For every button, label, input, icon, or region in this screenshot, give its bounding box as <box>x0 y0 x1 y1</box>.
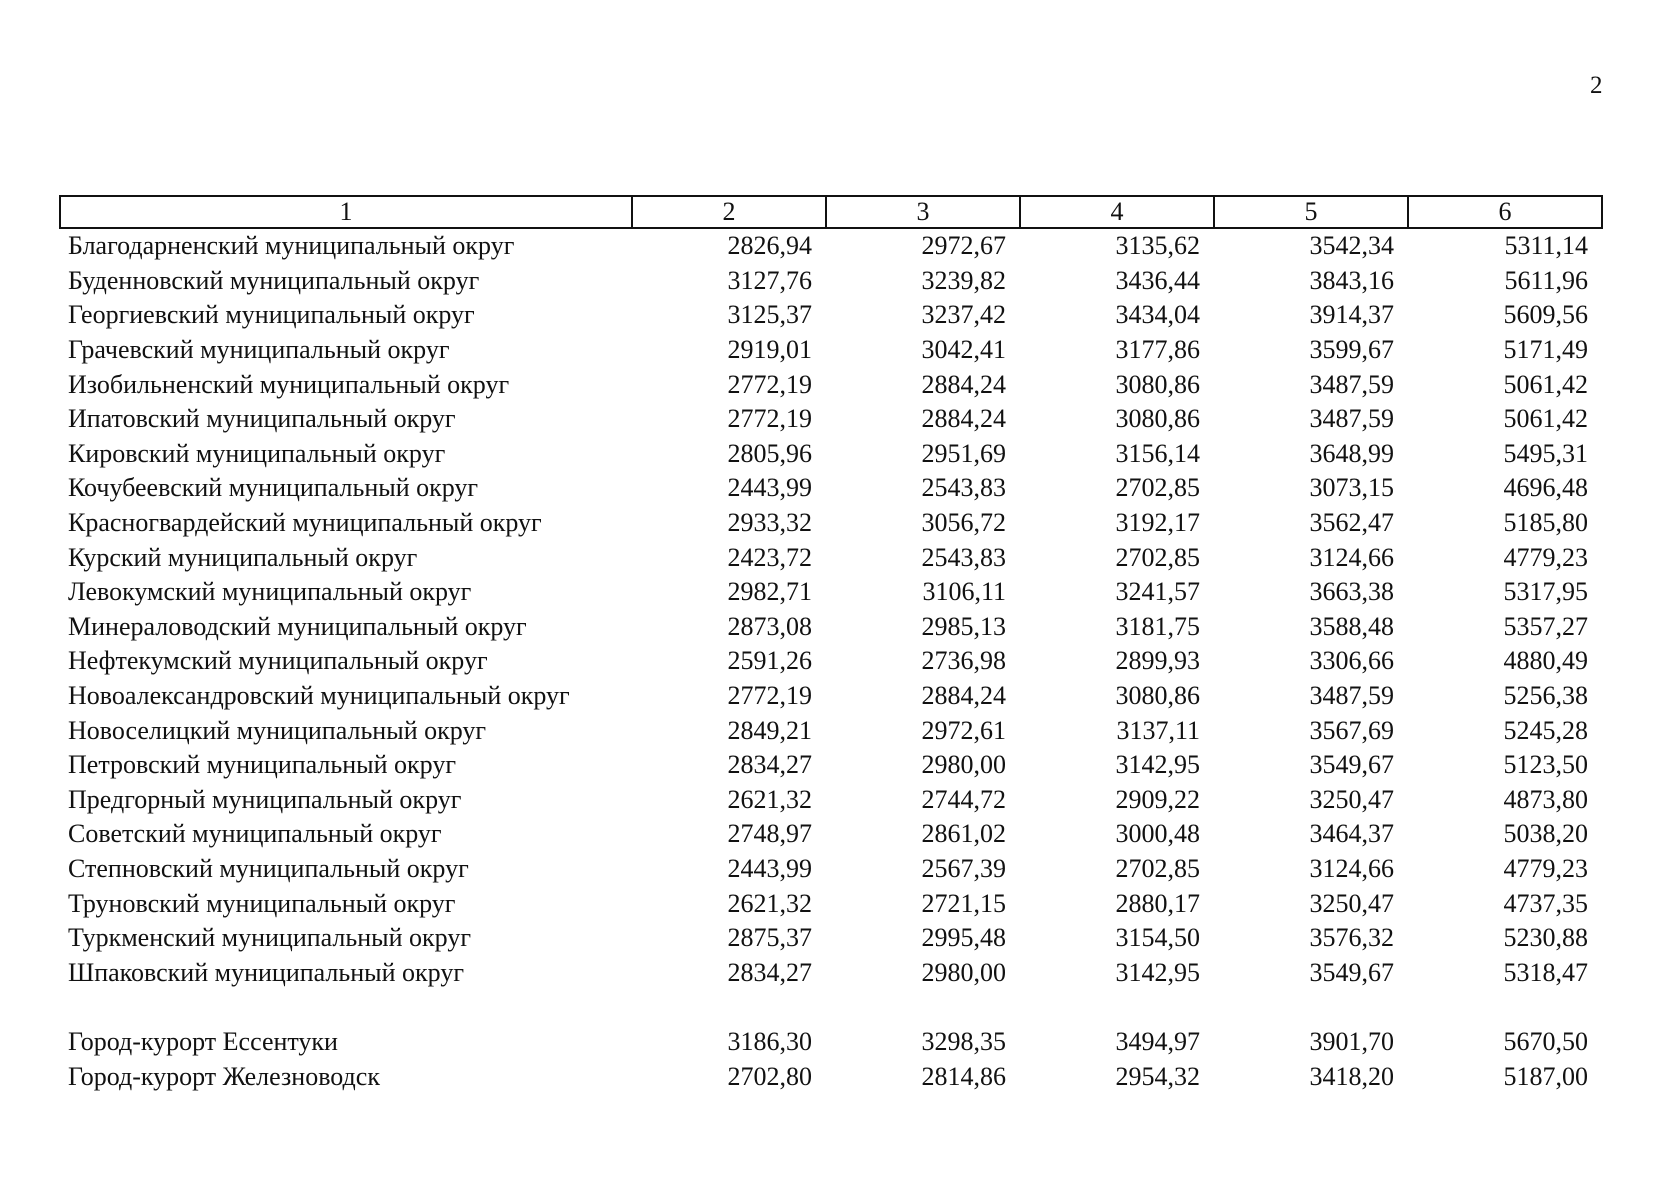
district-name: Труновский муниципальный округ <box>68 888 456 918</box>
value-cell-col-2: 2826,94 <box>727 231 812 261</box>
value-cell-col-2: 2982,71 <box>727 577 812 607</box>
district-name: Благодарненский муниципальный округ <box>68 231 515 261</box>
district-name: Туркменский муниципальный округ <box>68 923 471 953</box>
value-cell-col-5: 3250,47 <box>1309 888 1394 918</box>
district-name: Степновский муниципальный округ <box>68 853 469 883</box>
value-cell-col-4: 3000,48 <box>1115 819 1200 849</box>
value-cell-col-5: 3648,99 <box>1309 438 1394 468</box>
value-cell-col-5: 3901,70 <box>1309 1026 1394 1056</box>
table-row <box>60 886 1602 921</box>
value-cell-col-6: 5245,28 <box>1503 715 1588 745</box>
value-cell-col-2: 2772,19 <box>727 681 812 711</box>
value-cell-col-5: 3464,37 <box>1309 819 1394 849</box>
value-cell-col-5: 3562,47 <box>1309 508 1394 538</box>
value-cell-col-6: 4873,80 <box>1503 784 1588 814</box>
column-header-4: 4 <box>1020 196 1214 228</box>
value-cell-col-2: 2621,32 <box>727 888 812 918</box>
header-row <box>60 196 1602 228</box>
value-cell-col-3: 2884,24 <box>921 369 1006 399</box>
value-cell-col-2: 2702,80 <box>727 1061 812 1091</box>
table-row <box>60 471 1602 506</box>
table-row <box>60 540 1602 575</box>
value-cell-col-5: 3418,20 <box>1309 1061 1394 1091</box>
value-cell-col-3: 3042,41 <box>921 335 1006 365</box>
value-cell-col-4: 3080,86 <box>1115 681 1200 711</box>
table-row <box>60 713 1602 748</box>
value-cell-col-6: 5061,42 <box>1503 369 1588 399</box>
district-name: Ипатовский муниципальный округ <box>68 404 456 434</box>
district-name: Город-курорт Ессентуки <box>68 1026 338 1056</box>
table-row <box>60 506 1602 541</box>
value-cell-col-6: 5038,20 <box>1503 819 1588 849</box>
column-header-6: 6 <box>1408 196 1602 228</box>
value-cell-col-6: 5061,42 <box>1503 404 1588 434</box>
value-cell-col-3: 2985,13 <box>921 611 1006 641</box>
value-cell-col-2: 2443,99 <box>727 853 812 883</box>
district-name: Кочубеевский муниципальный округ <box>68 473 479 503</box>
value-cell-col-3: 2980,00 <box>921 750 1006 780</box>
spacer-row <box>60 990 1602 1025</box>
value-cell-col-6: 5230,88 <box>1503 923 1588 953</box>
value-cell-col-4: 2880,17 <box>1115 888 1200 918</box>
value-cell-col-2: 2805,96 <box>727 438 812 468</box>
district-name: Георгиевский муниципальный округ <box>68 300 475 330</box>
value-cell-col-4: 3080,86 <box>1115 369 1200 399</box>
value-cell-col-4: 3177,86 <box>1115 335 1200 365</box>
value-cell-col-6: 5318,47 <box>1503 957 1588 987</box>
value-cell-col-6: 5185,80 <box>1503 508 1588 538</box>
value-cell-col-4: 3080,86 <box>1115 404 1200 434</box>
value-cell-col-4: 3181,75 <box>1115 611 1200 641</box>
value-cell-col-3: 2814,86 <box>921 1061 1006 1091</box>
value-cell-col-2: 2748,97 <box>727 819 812 849</box>
value-cell-col-4: 3154,50 <box>1115 923 1200 953</box>
value-cell-col-4: 2909,22 <box>1115 784 1200 814</box>
column-header-1: 1 <box>60 196 632 228</box>
table-row <box>60 783 1602 818</box>
table-row <box>60 264 1602 299</box>
value-cell-col-3: 2543,83 <box>921 542 1006 572</box>
value-cell-col-4: 3156,14 <box>1115 438 1200 468</box>
value-cell-col-5: 3588,48 <box>1309 611 1394 641</box>
value-cell-col-3: 2543,83 <box>921 473 1006 503</box>
value-cell-col-4: 2702,85 <box>1115 542 1200 572</box>
table-row <box>60 955 1602 990</box>
value-cell-col-5: 3124,66 <box>1309 853 1394 883</box>
value-cell-col-6: 5317,95 <box>1503 577 1588 607</box>
value-cell-col-6: 4779,23 <box>1503 853 1588 883</box>
value-cell-col-2: 2834,27 <box>727 957 812 987</box>
value-cell-col-3: 2980,00 <box>921 957 1006 987</box>
value-cell-col-5: 3549,67 <box>1309 750 1394 780</box>
value-cell-col-3: 2951,69 <box>921 438 1006 468</box>
value-cell-col-5: 3914,37 <box>1309 300 1394 330</box>
value-cell-col-6: 5187,00 <box>1503 1061 1588 1091</box>
value-cell-col-2: 2873,08 <box>727 611 812 641</box>
district-name: Грачевский муниципальный округ <box>68 335 450 365</box>
spacer-cell <box>60 990 1602 1025</box>
district-name: Новоалександровский муниципальный округ <box>68 681 570 711</box>
table-row <box>60 575 1602 610</box>
value-cell-col-5: 3487,59 <box>1309 369 1394 399</box>
value-cell-col-2: 2591,26 <box>727 646 812 676</box>
value-cell-col-3: 3298,35 <box>921 1026 1006 1056</box>
value-cell-col-3: 2972,67 <box>921 231 1006 261</box>
value-cell-col-4: 2954,32 <box>1115 1061 1200 1091</box>
value-cell-col-6: 4696,48 <box>1503 473 1588 503</box>
table-row <box>60 333 1602 368</box>
table-row <box>60 402 1602 437</box>
value-cell-col-5: 3567,69 <box>1309 715 1394 745</box>
value-cell-col-3: 3239,82 <box>921 265 1006 295</box>
table-row <box>60 817 1602 852</box>
value-cell-col-2: 2772,19 <box>727 404 812 434</box>
district-name: Левокумский муниципальный округ <box>68 577 472 607</box>
district-name: Город-курорт Железноводск <box>68 1061 380 1091</box>
value-cell-col-4: 3192,17 <box>1115 508 1200 538</box>
value-cell-col-2: 3127,76 <box>727 265 812 295</box>
district-name: Кировский муниципальный округ <box>68 438 446 468</box>
table-row <box>60 437 1602 472</box>
value-cell-col-2: 2772,19 <box>727 369 812 399</box>
value-cell-col-4: 3436,44 <box>1115 265 1200 295</box>
district-name: Буденновский муниципальный округ <box>68 265 480 295</box>
value-cell-col-2: 2834,27 <box>727 750 812 780</box>
district-name: Новоселицкий муниципальный округ <box>68 715 487 745</box>
value-cell-col-6: 5311,14 <box>1504 231 1588 261</box>
value-cell-col-2: 2443,99 <box>727 473 812 503</box>
value-cell-col-3: 2995,48 <box>921 923 1006 953</box>
value-cell-col-5: 3843,16 <box>1309 265 1394 295</box>
column-header-5: 5 <box>1214 196 1408 228</box>
value-cell-col-3: 2567,39 <box>921 853 1006 883</box>
page-number: 2 <box>1590 72 1603 99</box>
table-row <box>60 748 1602 783</box>
value-cell-col-2: 2849,21 <box>727 715 812 745</box>
value-cell-col-3: 2884,24 <box>921 404 1006 434</box>
value-cell-col-5: 3549,67 <box>1309 957 1394 987</box>
value-cell-col-3: 3056,72 <box>921 508 1006 538</box>
district-name: Изобильненский муниципальный округ <box>68 369 510 399</box>
value-cell-col-2: 2621,32 <box>727 784 812 814</box>
district-name: Нефтекумский муниципальный округ <box>68 646 488 676</box>
value-cell-col-4: 2702,85 <box>1115 853 1200 883</box>
district-name: Советский муниципальный округ <box>68 819 442 849</box>
table-row <box>60 610 1602 645</box>
district-name: Красногвардейский муниципальный округ <box>68 508 542 538</box>
value-cell-col-5: 3306,66 <box>1309 646 1394 676</box>
table-row <box>60 298 1602 333</box>
value-cell-col-6: 4779,23 <box>1503 542 1588 572</box>
value-cell-col-6: 5611,96 <box>1504 265 1588 295</box>
value-cell-col-5: 3487,59 <box>1309 404 1394 434</box>
value-cell-col-4: 3434,04 <box>1115 300 1200 330</box>
district-name: Предгорный муниципальный округ <box>68 784 462 814</box>
value-cell-col-4: 2702,85 <box>1115 473 1200 503</box>
value-cell-col-6: 4737,35 <box>1503 888 1588 918</box>
value-cell-col-6: 5171,49 <box>1503 335 1588 365</box>
value-cell-col-5: 3599,67 <box>1309 335 1394 365</box>
district-name: Минераловодский муниципальный округ <box>68 611 527 641</box>
value-cell-col-3: 2861,02 <box>921 819 1006 849</box>
table-row <box>60 367 1602 402</box>
column-header-3: 3 <box>826 196 1020 228</box>
table-body <box>60 228 1602 1094</box>
value-cell-col-2: 2933,32 <box>727 508 812 538</box>
value-cell-col-6: 5495,31 <box>1503 438 1588 468</box>
value-cell-col-5: 3576,32 <box>1309 923 1394 953</box>
value-cell-col-2: 3125,37 <box>727 300 812 330</box>
value-cell-col-5: 3124,66 <box>1309 542 1394 572</box>
value-cell-col-5: 3250,47 <box>1309 784 1394 814</box>
value-cell-col-2: 2919,01 <box>727 335 812 365</box>
value-cell-col-5: 3663,38 <box>1309 577 1394 607</box>
value-cell-col-4: 3241,57 <box>1115 577 1200 607</box>
value-cell-col-4: 3494,97 <box>1115 1026 1200 1056</box>
value-cell-col-6: 5609,56 <box>1503 300 1588 330</box>
city-row <box>60 1025 1602 1060</box>
value-cell-col-3: 2972,61 <box>921 715 1006 745</box>
value-cell-col-2: 2875,37 <box>727 923 812 953</box>
table-row <box>60 679 1602 714</box>
district-name: Курский муниципальный округ <box>68 542 418 572</box>
value-cell-col-5: 3073,15 <box>1309 473 1394 503</box>
table-row <box>60 921 1602 956</box>
value-cell-col-4: 3135,62 <box>1115 231 1200 261</box>
value-cell-col-4: 3142,95 <box>1115 750 1200 780</box>
value-cell-col-5: 3487,59 <box>1309 681 1394 711</box>
column-header-2: 2 <box>632 196 826 228</box>
value-cell-col-3: 2884,24 <box>921 681 1006 711</box>
value-cell-col-3: 2744,72 <box>921 784 1006 814</box>
value-cell-col-3: 2736,98 <box>921 646 1006 676</box>
value-cell-col-6: 5357,27 <box>1503 611 1588 641</box>
value-cell-col-4: 3142,95 <box>1115 957 1200 987</box>
value-cell-col-6: 5123,50 <box>1503 750 1588 780</box>
value-cell-col-4: 3137,11 <box>1116 715 1200 745</box>
value-cell-col-2: 3186,30 <box>727 1026 812 1056</box>
value-cell-col-3: 3106,11 <box>922 577 1006 607</box>
value-cell-col-6: 5670,50 <box>1503 1026 1588 1056</box>
value-cell-col-4: 2899,93 <box>1115 646 1200 676</box>
value-cell-col-2: 2423,72 <box>727 542 812 572</box>
value-cell-col-3: 3237,42 <box>921 300 1006 330</box>
table-row <box>60 852 1602 887</box>
value-cell-col-5: 3542,34 <box>1309 231 1394 261</box>
district-name: Петровский муниципальный округ <box>68 750 456 780</box>
value-cell-col-6: 4880,49 <box>1503 646 1588 676</box>
table-row <box>60 644 1602 679</box>
value-cell-col-3: 2721,15 <box>921 888 1006 918</box>
city-row <box>60 1059 1602 1094</box>
table-row <box>60 228 1602 264</box>
tariff-table <box>59 195 1603 1094</box>
district-name: Шпаковский муниципальный округ <box>68 957 464 987</box>
value-cell-col-6: 5256,38 <box>1503 681 1588 711</box>
